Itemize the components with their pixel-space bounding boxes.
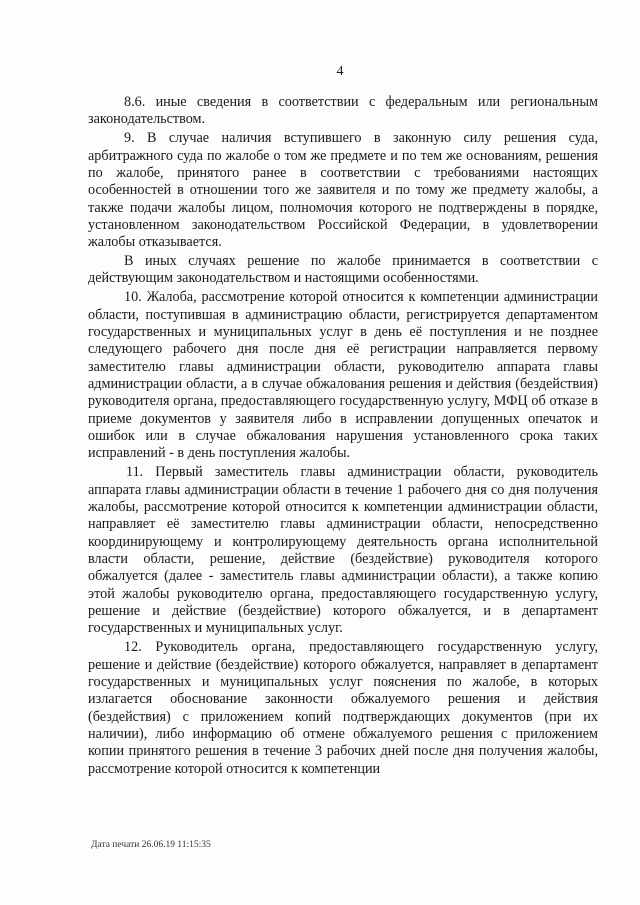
paragraph-9: 9. В случае наличия вступившего в законную силу решения суда, арбитражного суда по жалобе о том же предмете и по тем же основаниям, решения по жалобе, принятого ранее в соответствии с требованиями настоящих особенностей в отношении того же заявителя и по тому же предмету жалобы, а также подачи жалобы лицом, полномочия которого не подтверждены в порядке, установленном законодательством Российской Федерации, в удовлетворении жалобы отказывается. <box>88 130 598 251</box>
document-body <box>88 94 598 779</box>
paragraph-12: 12. Руководитель органа, предоставляющего государственную услугу, решение и действие (бездействие) которого обжалуется, направляет в департамент государственных и муниципальных услуг пояснения по жалобе, в которых излагается обоснование законности обжалуемого решения и действия (бездействия) с приложением копий подтверждающих документов (при их наличии), либо информацию об отмене обжалуемого решения с приложением копии принятого решения в течение 3 рабочих дней после дня получения жалобы, рассмотрение которой относится к компетенции <box>88 639 598 777</box>
paragraph-11: 11. Первый заместитель главы администрации области, руководитель аппарата главы администрации области в течение 1 рабочего дня со дня получения жалобы, рассмотрение которой относится к компетенции администрации области, направляет её заместителю главы администрации области, непосредственно координирующему и контролирующему деятельность органа исполнительной власти области, решение, действие (бездействие) руководителя которого обжалуется (далее - заместитель главы администрации области), а также копию этой жалобы руководителю органа, предоставляющего государственную услугу, решение и действие (бездействие) которого обжалуется, и в департамент государственных и муниципальных услуг. <box>88 464 598 637</box>
paragraph-8-6: 8.6. иные сведения в соответствии с федеральным или региональным законодательством. <box>88 94 598 128</box>
page-number: 4 <box>336 64 344 79</box>
paragraph-10: 10. Жалоба, рассмотрение которой относится к компетенции администрации области, поступившая в администрацию области, регистрируется департаментом государственных и муниципальных услуг в день её поступления и не позднее следующего рабочего дня после дня её регистрации направляется первому заместителю главы администрации области, руководителю аппарата главы администрации области, а в случае обжалования решения и действия (бездействия) руководителя органа, предоставляющего государственную услугу, МФЦ об отказе в приеме документов у заявителя либо в исправлении допущенных опечаток и ошибок или в случае обжалования нарушения установленного срока таких исправлений - в день поступления жалобы. <box>88 289 598 462</box>
paragraph-other-cases: В иных случаях решение по жалобе принимается в соответствии с действующим законодательством и настоящими особенностями. <box>88 253 598 287</box>
print-date-footer: Дата печати 26.06.19 11:15:35 <box>91 840 211 850</box>
